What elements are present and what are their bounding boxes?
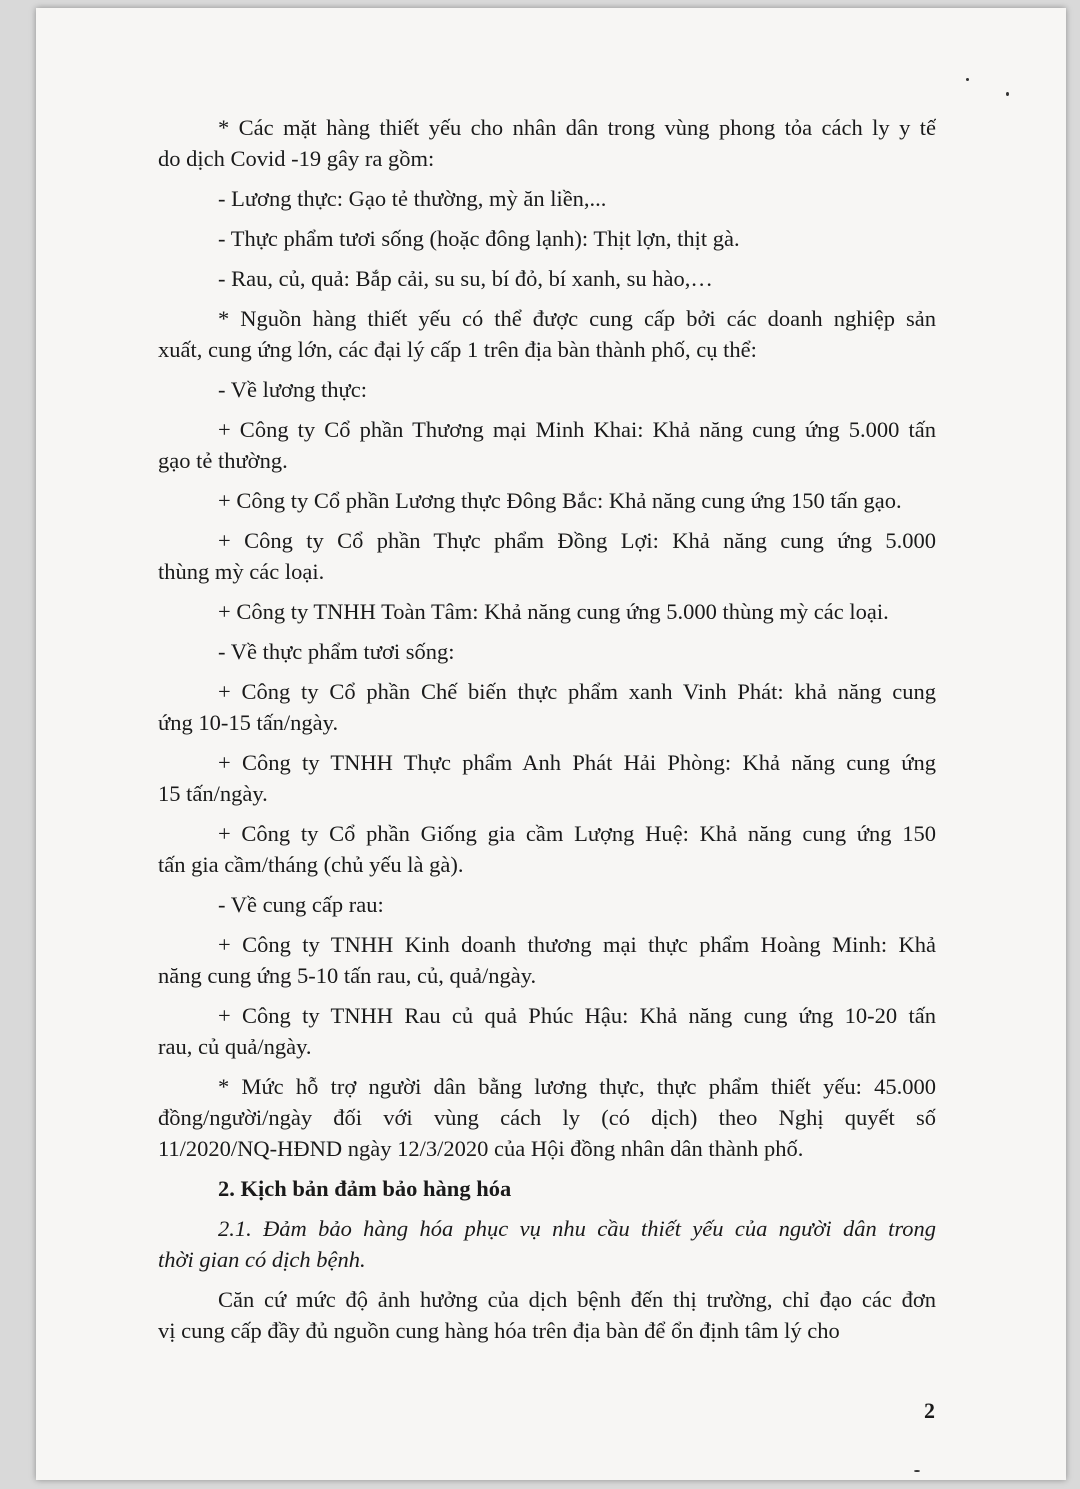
text-line: ứng 10-15 tấn/ngày. [158,710,339,735]
paragraph [158,1173,936,1204]
text-line: xuất, cung ứng lớn, các đại lý cấp 1 trên địa bàn thành phố, cụ thể: [158,337,757,362]
text-line: thùng mỳ các loại. [158,559,325,584]
paragraph [158,1213,936,1275]
text-line: + Công ty Cổ phần Thực phẩm Đồng Lợi: Khả năng cung ứng 5.000 [218,528,936,553]
text-line: + Công ty Cổ phần Lương thực Đông Bắc: Khả năng cung ứng 150 tấn gạo. [218,488,902,513]
text-line: - Về cung cấp rau: [218,892,384,917]
text-line: * Mức hỗ trợ người dân bằng lương thực, thực phẩm thiết yếu: 45.000 [218,1074,936,1099]
paragraph [158,1071,936,1164]
text-line: - Về thực phẩm tươi sống: [218,639,455,664]
text-line: + Công ty Cổ phần Chế biến thực phẩm xanh Vinh Phát: khả năng cung [218,679,936,704]
text-line: rau, củ quả/ngày. [158,1034,312,1059]
page-number: 2 [924,1398,935,1423]
text-line: 15 tấn/ngày. [158,781,268,806]
text-line: tấn gia cầm/tháng (chủ yếu là gà). [158,852,464,877]
paragraph [158,485,936,516]
paragraph [158,1284,936,1346]
text-line: + Công ty TNHH Rau củ quả Phúc Hậu: Khả năng cung ứng 10-20 tấn [218,1003,936,1028]
text-line: - Lương thực: Gạo tẻ thường, mỳ ăn liền,... [218,186,607,211]
paragraph [158,414,936,476]
paragraph [158,929,936,991]
paragraph [158,303,936,365]
paragraph [158,525,936,587]
text-line: 2.1. Đảm bảo hàng hóa phục vụ nhu cầu thiết yếu của người dân trong [218,1216,936,1241]
text-line: * Nguồn hàng thiết yếu có thể được cung cấp bởi các doanh nghiệp sản [218,306,936,331]
document-body [158,112,936,1346]
paragraph [158,112,936,174]
text-line: năng cung ứng 5-10 tấn rau, củ, quả/ngày. [158,963,537,988]
paragraph [158,818,936,880]
text-line: 2. Kịch bản đảm bảo hàng hóa [218,1176,512,1201]
paragraph [158,263,936,294]
scan-speck [914,1470,920,1472]
scan-speck [1006,92,1009,96]
text-line: Căn cứ mức độ ảnh hưởng của dịch bệnh đến thị trường, chỉ đạo các đơn [218,1287,936,1312]
text-line: thời gian có dịch bệnh. [158,1247,366,1272]
scan-speck [966,78,969,81]
document-page [36,8,1066,1480]
text-line: + Công ty TNHH Kinh doanh thương mại thực phẩm Hoàng Minh: Khả [218,932,936,957]
paragraph [158,747,936,809]
text-line: do dịch Covid -19 gây ra gồm: [158,146,435,171]
paragraph [158,889,936,920]
text-line: - Về lương thực: [218,377,367,402]
text-line: - Rau, củ, quả: Bắp cải, su su, bí đỏ, bí xanh, su hào,… [218,266,713,291]
text-line: vị cung cấp đầy đủ nguồn cung hàng hóa trên địa bàn để ổn định tâm lý cho [158,1318,840,1343]
text-line: + Công ty Cổ phần Thương mại Minh Khai: Khả năng cung ứng 5.000 tấn [218,417,936,442]
paragraph [158,223,936,254]
text-line: + Công ty TNHH Toàn Tâm: Khả năng cung ứng 5.000 thùng mỳ các loại. [218,599,889,624]
text-line: đồng/người/ngày đối với vùng cách ly (có dịch) theo Nghị quyết số [158,1105,936,1130]
paragraph [158,676,936,738]
paragraph [158,374,936,405]
text-line: - Thực phẩm tươi sống (hoặc đông lạnh): Thịt lợn, thịt gà. [218,226,740,251]
paragraph [158,636,936,667]
text-line: + Công ty TNHH Thực phẩm Anh Phát Hải Phòng: Khả năng cung ứng [218,750,936,775]
paragraph [158,596,936,627]
text-line: 11/2020/NQ-HĐND ngày 12/3/2020 của Hội đồng nhân dân thành phố. [158,1136,804,1161]
paragraph [158,183,936,214]
paragraph [158,1000,936,1062]
text-line: gạo tẻ thường. [158,448,288,473]
text-line: + Công ty Cổ phần Giống gia cầm Lượng Huệ: Khả năng cung ứng 150 [218,821,936,846]
text-line: * Các mặt hàng thiết yếu cho nhân dân trong vùng phong tỏa cách ly y tế [218,115,936,140]
